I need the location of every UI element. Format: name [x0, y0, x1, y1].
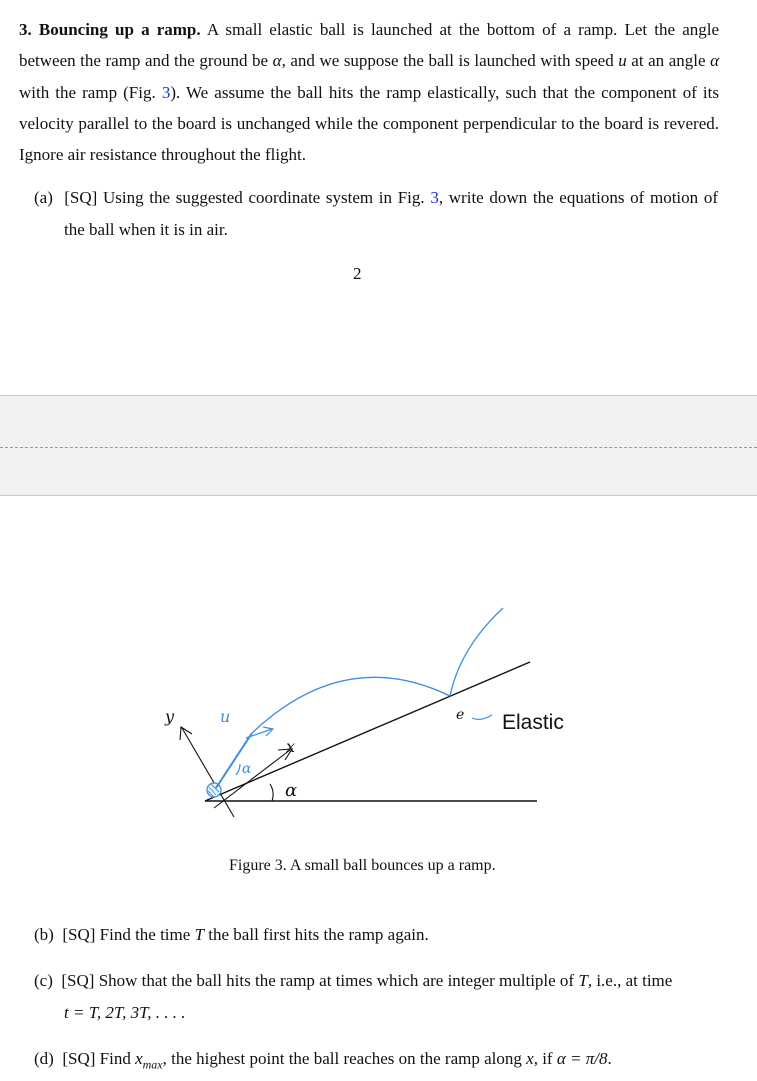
x-symbol: x — [526, 1049, 534, 1068]
launch-angle-label: α — [242, 761, 252, 777]
x-axis-line — [214, 750, 290, 808]
alpha-condition: α = π/8 — [556, 1049, 608, 1068]
part-a-tag: [SQ] — [64, 188, 98, 207]
xmax-subscript: max — [142, 1057, 163, 1072]
problem-text-2: , and we suppose the ball is launched with speed — [281, 51, 619, 71]
part-d-label: (d) — [34, 1049, 54, 1068]
alpha-symbol: α — [272, 51, 282, 71]
x-axis-label: x — [286, 737, 296, 756]
xmax-symbol: x — [135, 1049, 143, 1068]
problem-text-5: ). We assume the ball hits the ramp elastically, such that the component of its velocity parallel to the board is unchanged while the component perpendicular to the board is revered. Ignore air resistance throughout the flight. — [19, 82, 719, 165]
part-c-label: (c) — [34, 971, 53, 990]
u-symbol: u — [618, 51, 627, 71]
part-a — [34, 182, 718, 245]
problem-text-3: at an angle — [626, 51, 711, 71]
alpha-symbol-2: α — [710, 51, 719, 71]
part-b-text-2: the ball first hits the ramp again. — [204, 925, 429, 944]
part-d-text-3: , if — [533, 1049, 557, 1068]
problem-text-1: A small elastic ball is launched at the bottom of a ramp. Let the angle between the ramp and the ground be — [19, 20, 720, 71]
part-b-text-1: Find the time — [95, 925, 195, 944]
page-number: 2 — [353, 264, 362, 283]
part-b — [34, 919, 718, 951]
e-hook — [472, 715, 492, 719]
part-c-text-1: Show that the ball hits the ramp at times which are integer multiple of — [94, 971, 579, 990]
e-label: e — [456, 707, 465, 723]
ramp-angle-label: α — [285, 780, 298, 801]
ramp-angle-arc — [270, 784, 273, 801]
launch-angle-arc — [236, 764, 240, 775]
part-a-text-1: Using the suggested coordinate system in Fig. — [97, 188, 431, 207]
page-break — [0, 395, 757, 496]
trajectory-first-arc — [252, 677, 450, 733]
figure-caption: Figure 3. A small ball bounces up a ramp. — [229, 857, 496, 874]
part-d-tag: [SQ] — [62, 1049, 96, 1068]
trajectory-bounce — [450, 608, 503, 696]
problem-statement — [19, 14, 719, 170]
problem-text-4: with the ramp (Fig. — [19, 82, 162, 102]
page-break-line — [0, 447, 757, 448]
part-c-tag: [SQ] — [61, 971, 95, 990]
u-label: u — [220, 707, 231, 726]
times-list: t = T, 2T, 3T, . . . . — [64, 1002, 186, 1022]
part-a-text-2: , write down the equations of motion of the ball when it is in air. — [64, 188, 719, 239]
part-c-text-2: , i.e., at time — [587, 971, 673, 990]
T-symbol-2: T — [578, 971, 588, 990]
ramp-figure — [0, 590, 757, 830]
part-b-label: (b) — [34, 925, 54, 944]
part-d — [34, 1043, 718, 1081]
part-a-figure-link[interactable]: 3 — [430, 188, 439, 207]
figure-link[interactable]: 3 — [161, 82, 171, 102]
part-b-tag: [SQ] — [62, 925, 96, 944]
part-a-label: (a) — [34, 188, 53, 207]
problem-title: 3. Bouncing up a ramp. — [19, 20, 201, 39]
y-axis-arrowhead — [180, 727, 192, 740]
y-axis-label: y — [165, 707, 175, 726]
u-arrow — [246, 727, 273, 738]
elastic-label: Elastic — [502, 711, 564, 734]
part-d-text-4: . — [607, 1049, 612, 1068]
part-d-text-2: , the highest point the ball reaches on the ramp along — [162, 1049, 527, 1068]
T-symbol: T — [194, 925, 205, 944]
part-c — [34, 965, 718, 1028]
part-d-text-1: Find — [95, 1049, 136, 1068]
